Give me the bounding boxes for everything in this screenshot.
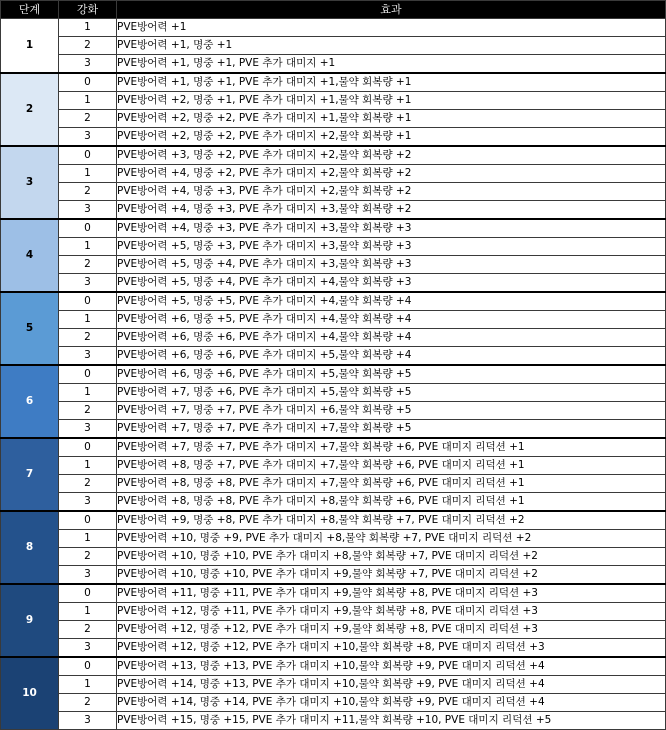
table-row [1,493,666,512]
header-enhance: 강화 [59,1,117,19]
effect-cell: PVE방어력 +1, 명중 +1, PVE 추가 대미지 +1,물약 회복량 +1 [117,73,666,92]
table-row [1,292,666,311]
enhance-level-cell: 3 [59,566,117,585]
table-row [1,384,666,402]
table-row [1,238,666,256]
table-row [1,603,666,621]
table-row [1,92,666,110]
effect-cell: PVE방어력 +8, 명중 +8, PVE 추가 대미지 +7,물약 회복량 +6, PVE 대미지 리덕션 +1 [117,475,666,493]
table-row [1,402,666,420]
table-row [1,201,666,220]
table-row [1,55,666,74]
effect-cell: PVE방어력 +7, 명중 +6, PVE 추가 대미지 +5,물약 회복량 +5 [117,384,666,402]
table-row [1,274,666,293]
effect-cell: PVE방어력 +14, 명중 +14, PVE 추가 대미지 +10,물약 회복량 +9, PVE 대미지 리덕션 +4 [117,694,666,712]
enhance-level-cell: 0 [59,365,117,384]
enhance-level-cell: 1 [59,165,117,183]
enhance-level-cell: 1 [59,238,117,256]
stage-cell: 6 [1,365,59,438]
enhance-level-cell: 2 [59,37,117,55]
table-row [1,165,666,183]
effect-cell: PVE방어력 +6, 명중 +5, PVE 추가 대미지 +4,물약 회복량 +4 [117,311,666,329]
effect-cell: PVE방어력 +4, 명중 +3, PVE 추가 대미지 +3,물약 회복량 +3 [117,219,666,238]
table-row [1,329,666,347]
enhance-level-cell: 3 [59,420,117,439]
stage-cell: 1 [1,19,59,74]
table-row [1,694,666,712]
table-row [1,511,666,530]
header-effect: 효과 [117,1,666,19]
effect-cell: PVE방어력 +6, 명중 +6, PVE 추가 대미지 +4,물약 회복량 +4 [117,329,666,347]
enhance-level-cell: 2 [59,694,117,712]
table-row [1,311,666,329]
enhance-level-cell: 2 [59,256,117,274]
table-row [1,676,666,694]
table-row [1,420,666,439]
stage-cell: 2 [1,73,59,146]
table-row [1,438,666,457]
effect-cell: PVE방어력 +10, 명중 +10, PVE 추가 대미지 +8,물약 회복량 +7, PVE 대미지 리덕션 +2 [117,548,666,566]
effect-cell: PVE방어력 +8, 명중 +8, PVE 추가 대미지 +8,물약 회복량 +6, PVE 대미지 리덕션 +1 [117,493,666,512]
enhance-level-cell: 1 [59,92,117,110]
table-row [1,183,666,201]
effect-cell: PVE방어력 +1 [117,19,666,37]
enhance-level-cell: 0 [59,73,117,92]
effect-cell: PVE방어력 +11, 명중 +11, PVE 추가 대미지 +9,물약 회복량 +8, PVE 대미지 리덕션 +3 [117,584,666,603]
effect-cell: PVE방어력 +2, 명중 +2, PVE 추가 대미지 +1,물약 회복량 +1 [117,110,666,128]
effect-cell: PVE방어력 +12, 명중 +12, PVE 추가 대미지 +10,물약 회복량 +8, PVE 대미지 리덕션 +3 [117,639,666,658]
enhance-level-cell: 3 [59,201,117,220]
table-row [1,530,666,548]
stage-cell: 3 [1,146,59,219]
stage-cell: 10 [1,657,59,730]
enhance-level-cell: 2 [59,110,117,128]
table-row [1,128,666,147]
effect-cell: PVE방어력 +7, 명중 +7, PVE 추가 대미지 +6,물약 회복량 +5 [117,402,666,420]
effect-cell: PVE방어력 +4, 명중 +3, PVE 추가 대미지 +3,물약 회복량 +2 [117,201,666,220]
effect-cell: PVE방어력 +4, 명중 +3, PVE 추가 대미지 +2,물약 회복량 +2 [117,183,666,201]
table-row [1,548,666,566]
effect-cell: PVE방어력 +10, 명중 +10, PVE 추가 대미지 +9,물약 회복량 +7, PVE 대미지 리덕션 +2 [117,566,666,585]
header-stage: 단계 [1,1,59,19]
enhance-level-cell: 0 [59,657,117,676]
effect-cell: PVE방어력 +7, 명중 +7, PVE 추가 대미지 +7,물약 회복량 +5 [117,420,666,439]
enhance-level-cell: 3 [59,712,117,730]
effect-cell: PVE방어력 +4, 명중 +2, PVE 추가 대미지 +2,물약 회복량 +2 [117,165,666,183]
table-row [1,256,666,274]
effect-cell: PVE방어력 +5, 명중 +3, PVE 추가 대미지 +3,물약 회복량 +3 [117,238,666,256]
effect-cell: PVE방어력 +14, 명중 +13, PVE 추가 대미지 +10,물약 회복량 +9, PVE 대미지 리덕션 +4 [117,676,666,694]
table-row [1,219,666,238]
table-row [1,584,666,603]
enhance-level-cell: 2 [59,402,117,420]
table-row [1,365,666,384]
effect-cell: PVE방어력 +5, 명중 +5, PVE 추가 대미지 +4,물약 회복량 +4 [117,292,666,311]
effect-cell: PVE방어력 +15, 명중 +15, PVE 추가 대미지 +11,물약 회복량 +10, PVE 대미지 리덕션 +5 [117,712,666,730]
effect-cell: PVE방어력 +9, 명중 +8, PVE 추가 대미지 +8,물약 회복량 +7, PVE 대미지 리덕션 +2 [117,511,666,530]
effect-cell: PVE방어력 +3, 명중 +2, PVE 추가 대미지 +2,물약 회복량 +2 [117,146,666,165]
enhance-level-cell: 3 [59,493,117,512]
enhance-level-cell: 0 [59,584,117,603]
enhance-level-cell: 3 [59,128,117,147]
enhance-level-cell: 0 [59,219,117,238]
table-body [1,19,666,730]
enhance-level-cell: 3 [59,274,117,293]
table-row [1,37,666,55]
enhance-level-cell: 2 [59,475,117,493]
header-row [1,1,666,19]
table-row [1,621,666,639]
effect-cell: PVE방어력 +13, 명중 +13, PVE 추가 대미지 +10,물약 회복량 +9, PVE 대미지 리덕션 +4 [117,657,666,676]
effect-cell: PVE방어력 +1, 명중 +1, PVE 추가 대미지 +1 [117,55,666,74]
enhance-level-cell: 3 [59,347,117,366]
enhance-level-cell: 1 [59,530,117,548]
effect-cell: PVE방어력 +1, 명중 +1 [117,37,666,55]
effect-cell: PVE방어력 +5, 명중 +4, PVE 추가 대미지 +3,물약 회복량 +3 [117,256,666,274]
effect-cell: PVE방어력 +6, 명중 +6, PVE 추가 대미지 +5,물약 회복량 +4 [117,347,666,366]
effect-cell: PVE방어력 +2, 명중 +2, PVE 추가 대미지 +2,물약 회복량 +1 [117,128,666,147]
table-row [1,712,666,730]
table-row [1,73,666,92]
enhance-level-cell: 1 [59,19,117,37]
enhance-level-cell: 0 [59,511,117,530]
stage-cell: 8 [1,511,59,584]
enhance-level-cell: 2 [59,329,117,347]
enhance-level-cell: 1 [59,384,117,402]
enhance-level-cell: 2 [59,183,117,201]
table-row [1,110,666,128]
stage-cell: 9 [1,584,59,657]
effect-cell: PVE방어력 +2, 명중 +1, PVE 추가 대미지 +1,물약 회복량 +1 [117,92,666,110]
effect-cell: PVE방어력 +7, 명중 +7, PVE 추가 대미지 +7,물약 회복량 +6, PVE 대미지 리덕션 +1 [117,438,666,457]
effect-cell: PVE방어력 +5, 명중 +4, PVE 추가 대미지 +4,물약 회복량 +3 [117,274,666,293]
stage-cell: 7 [1,438,59,511]
table-row [1,457,666,475]
enhance-level-cell: 1 [59,603,117,621]
table-row [1,146,666,165]
enhance-level-cell: 0 [59,438,117,457]
enhance-level-cell: 3 [59,55,117,74]
table-row [1,639,666,658]
effect-cell: PVE방어력 +8, 명중 +7, PVE 추가 대미지 +7,물약 회복량 +6, PVE 대미지 리덕션 +1 [117,457,666,475]
enhance-level-cell: 2 [59,548,117,566]
effect-cell: PVE방어력 +12, 명중 +12, PVE 추가 대미지 +9,물약 회복량 +8, PVE 대미지 리덕션 +3 [117,621,666,639]
effect-cell: PVE방어력 +12, 명중 +11, PVE 추가 대미지 +9,물약 회복량 +8, PVE 대미지 리덕션 +3 [117,603,666,621]
stage-cell: 5 [1,292,59,365]
enhance-level-cell: 2 [59,621,117,639]
enhance-level-cell: 3 [59,639,117,658]
table-row [1,657,666,676]
table-row [1,566,666,585]
effect-cell: PVE방어력 +6, 명중 +6, PVE 추가 대미지 +5,물약 회복량 +5 [117,365,666,384]
stage-cell: 4 [1,219,59,292]
effect-cell: PVE방어력 +10, 명중 +9, PVE 추가 대미지 +8,물약 회복량 +7, PVE 대미지 리덕션 +2 [117,530,666,548]
table-row [1,475,666,493]
enhance-level-cell: 1 [59,457,117,475]
enhance-level-cell: 0 [59,146,117,165]
table-row [1,19,666,37]
table-row [1,347,666,366]
enhance-level-cell: 1 [59,676,117,694]
enhance-level-cell: 1 [59,311,117,329]
enhance-level-cell: 0 [59,292,117,311]
